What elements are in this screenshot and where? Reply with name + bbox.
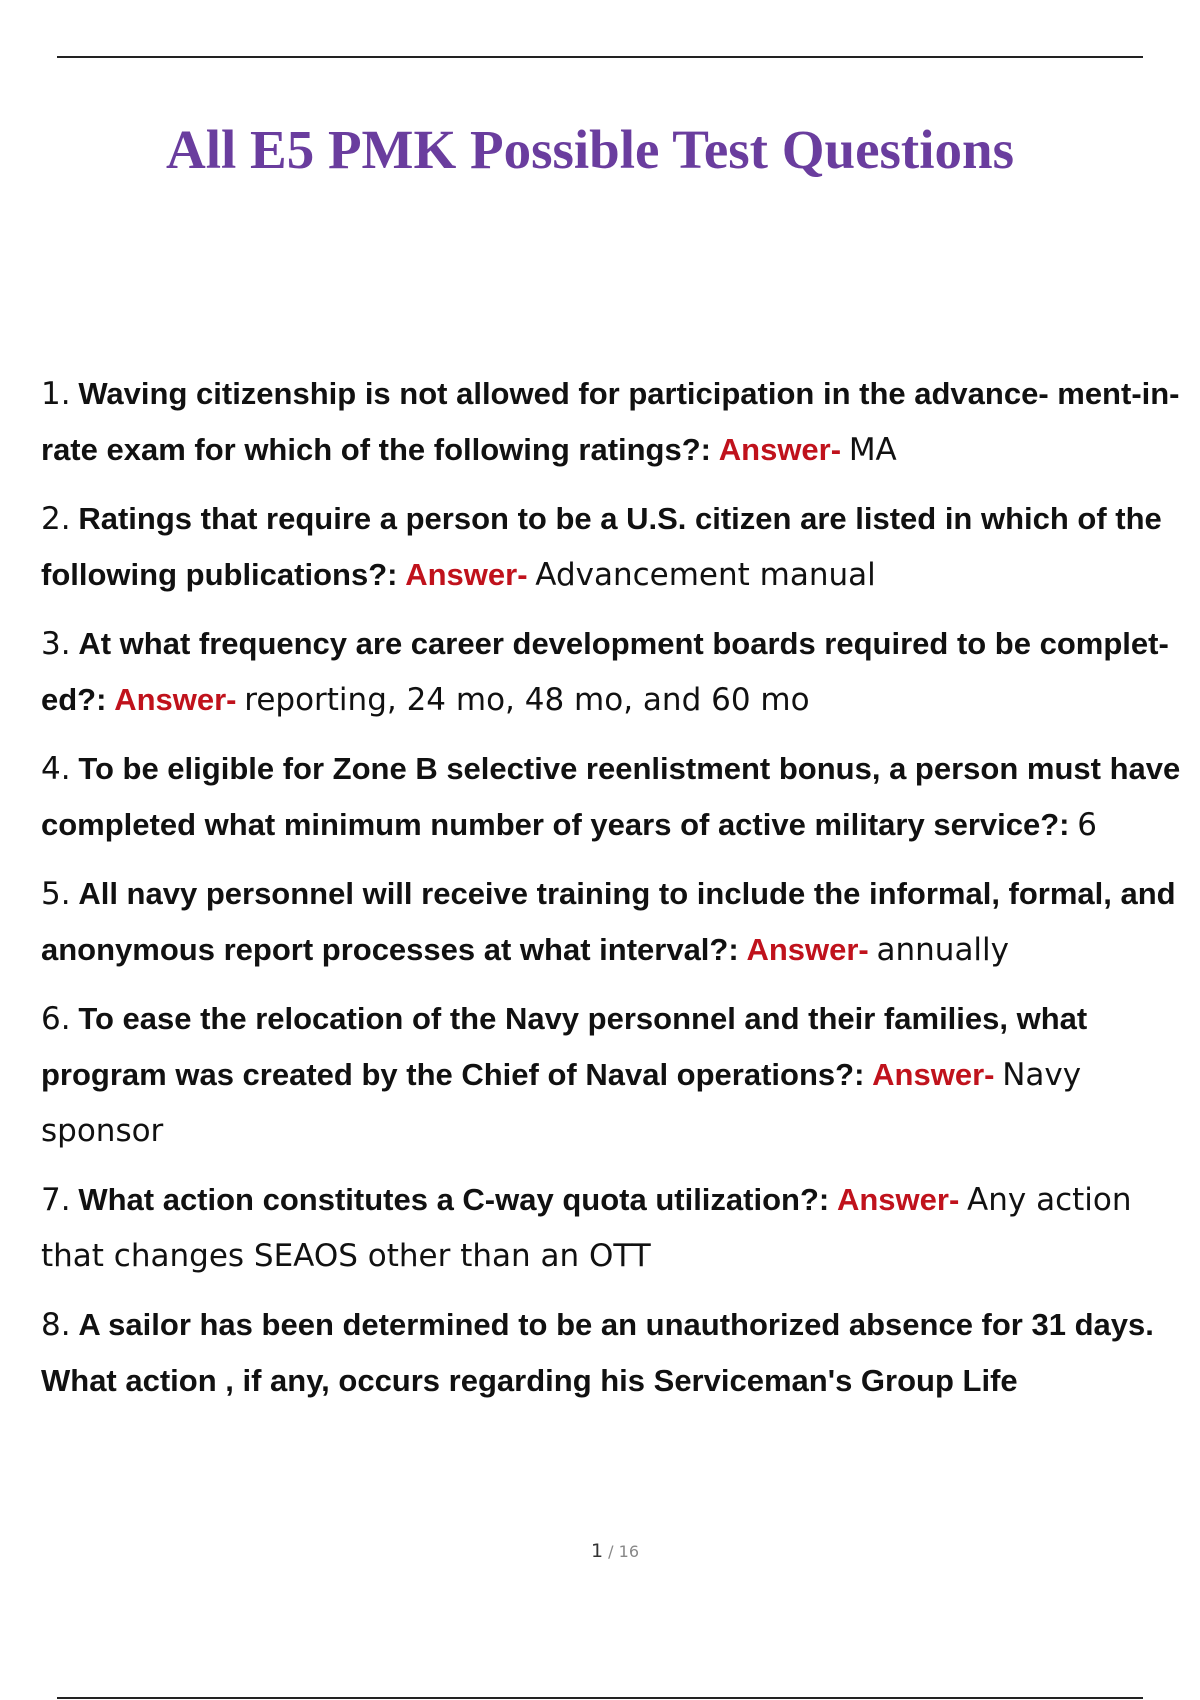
question-text: Waving citizenship is not allowed for participation in the advance- ment-in-rate exam for which of the following ratings?: — [41, 376, 1180, 467]
answer-label: Answer- — [746, 932, 869, 967]
answer-label: Answer- — [405, 557, 528, 592]
bottom-divider — [57, 1697, 1143, 1699]
question-item — [41, 1172, 1191, 1284]
question-text: To be eligible for Zone B selective reenlistment bonus, a person must have completed what minimum number of years of active military service?: — [41, 751, 1181, 842]
answer-text: reporting, 24 mo, 48 mo, and 60 mo — [244, 682, 810, 718]
question-text: All navy personnel will receive training to include the informal, formal, and anonymous report processes at what interval?: — [41, 876, 1176, 967]
question-text: Ratings that require a person to be a U.S. citizen are listed in which of the following publications?: — [41, 501, 1162, 592]
question-item — [41, 366, 1191, 478]
question-item — [41, 491, 1191, 603]
question-list — [41, 366, 1191, 1422]
answer-label: Answer- — [836, 1182, 960, 1217]
question-text: To ease the relocation of the Navy personnel and their families, what program was created by the Chief of Naval operations?: — [41, 1001, 1088, 1092]
question-number: 4. — [41, 751, 71, 787]
question-number: 1. — [41, 376, 71, 412]
question-number: 3. — [41, 626, 71, 662]
answer-text: 6 — [1077, 807, 1097, 843]
question-number: 8. — [41, 1307, 71, 1343]
answer-text: Navy sponsor — [41, 1057, 1082, 1149]
document-title: All E5 PMK Possible Test Questions — [165, 119, 1014, 180]
answer-text: MA — [848, 432, 897, 468]
page-indicator — [0, 1540, 1200, 1562]
top-divider — [57, 56, 1143, 58]
page-total: 16 — [618, 1542, 640, 1561]
page-current: 1 — [590, 1540, 604, 1562]
answer-text: Advancement manual — [535, 557, 876, 593]
question-item — [41, 1297, 1191, 1409]
answer-label: Answer- — [114, 682, 237, 717]
answer-text: annually — [876, 932, 1010, 968]
question-number: 6. — [41, 1001, 71, 1037]
question-number: 2. — [41, 501, 71, 537]
question-item — [41, 991, 1191, 1159]
question-text: What action constitutes a C-way quota utilization?: — [78, 1182, 830, 1217]
answer-label: Answer- — [718, 432, 842, 467]
question-text: At what frequency are career development boards required to be complet- ed?: — [41, 626, 1169, 717]
page-separator: / — [608, 1542, 614, 1561]
answer-text: Any action that changes SEAOS other than an OTT — [41, 1182, 1132, 1274]
question-item — [41, 741, 1191, 853]
question-item — [41, 616, 1191, 728]
question-item — [41, 866, 1191, 978]
question-text: A sailor has been determined to be an unauthorized absence for 31 days. What action , if any, occurs regarding his Serviceman's Group Life — [41, 1307, 1154, 1398]
question-number: 7. — [41, 1182, 71, 1218]
answer-label: Answer- — [872, 1057, 995, 1092]
question-number: 5. — [41, 876, 71, 912]
